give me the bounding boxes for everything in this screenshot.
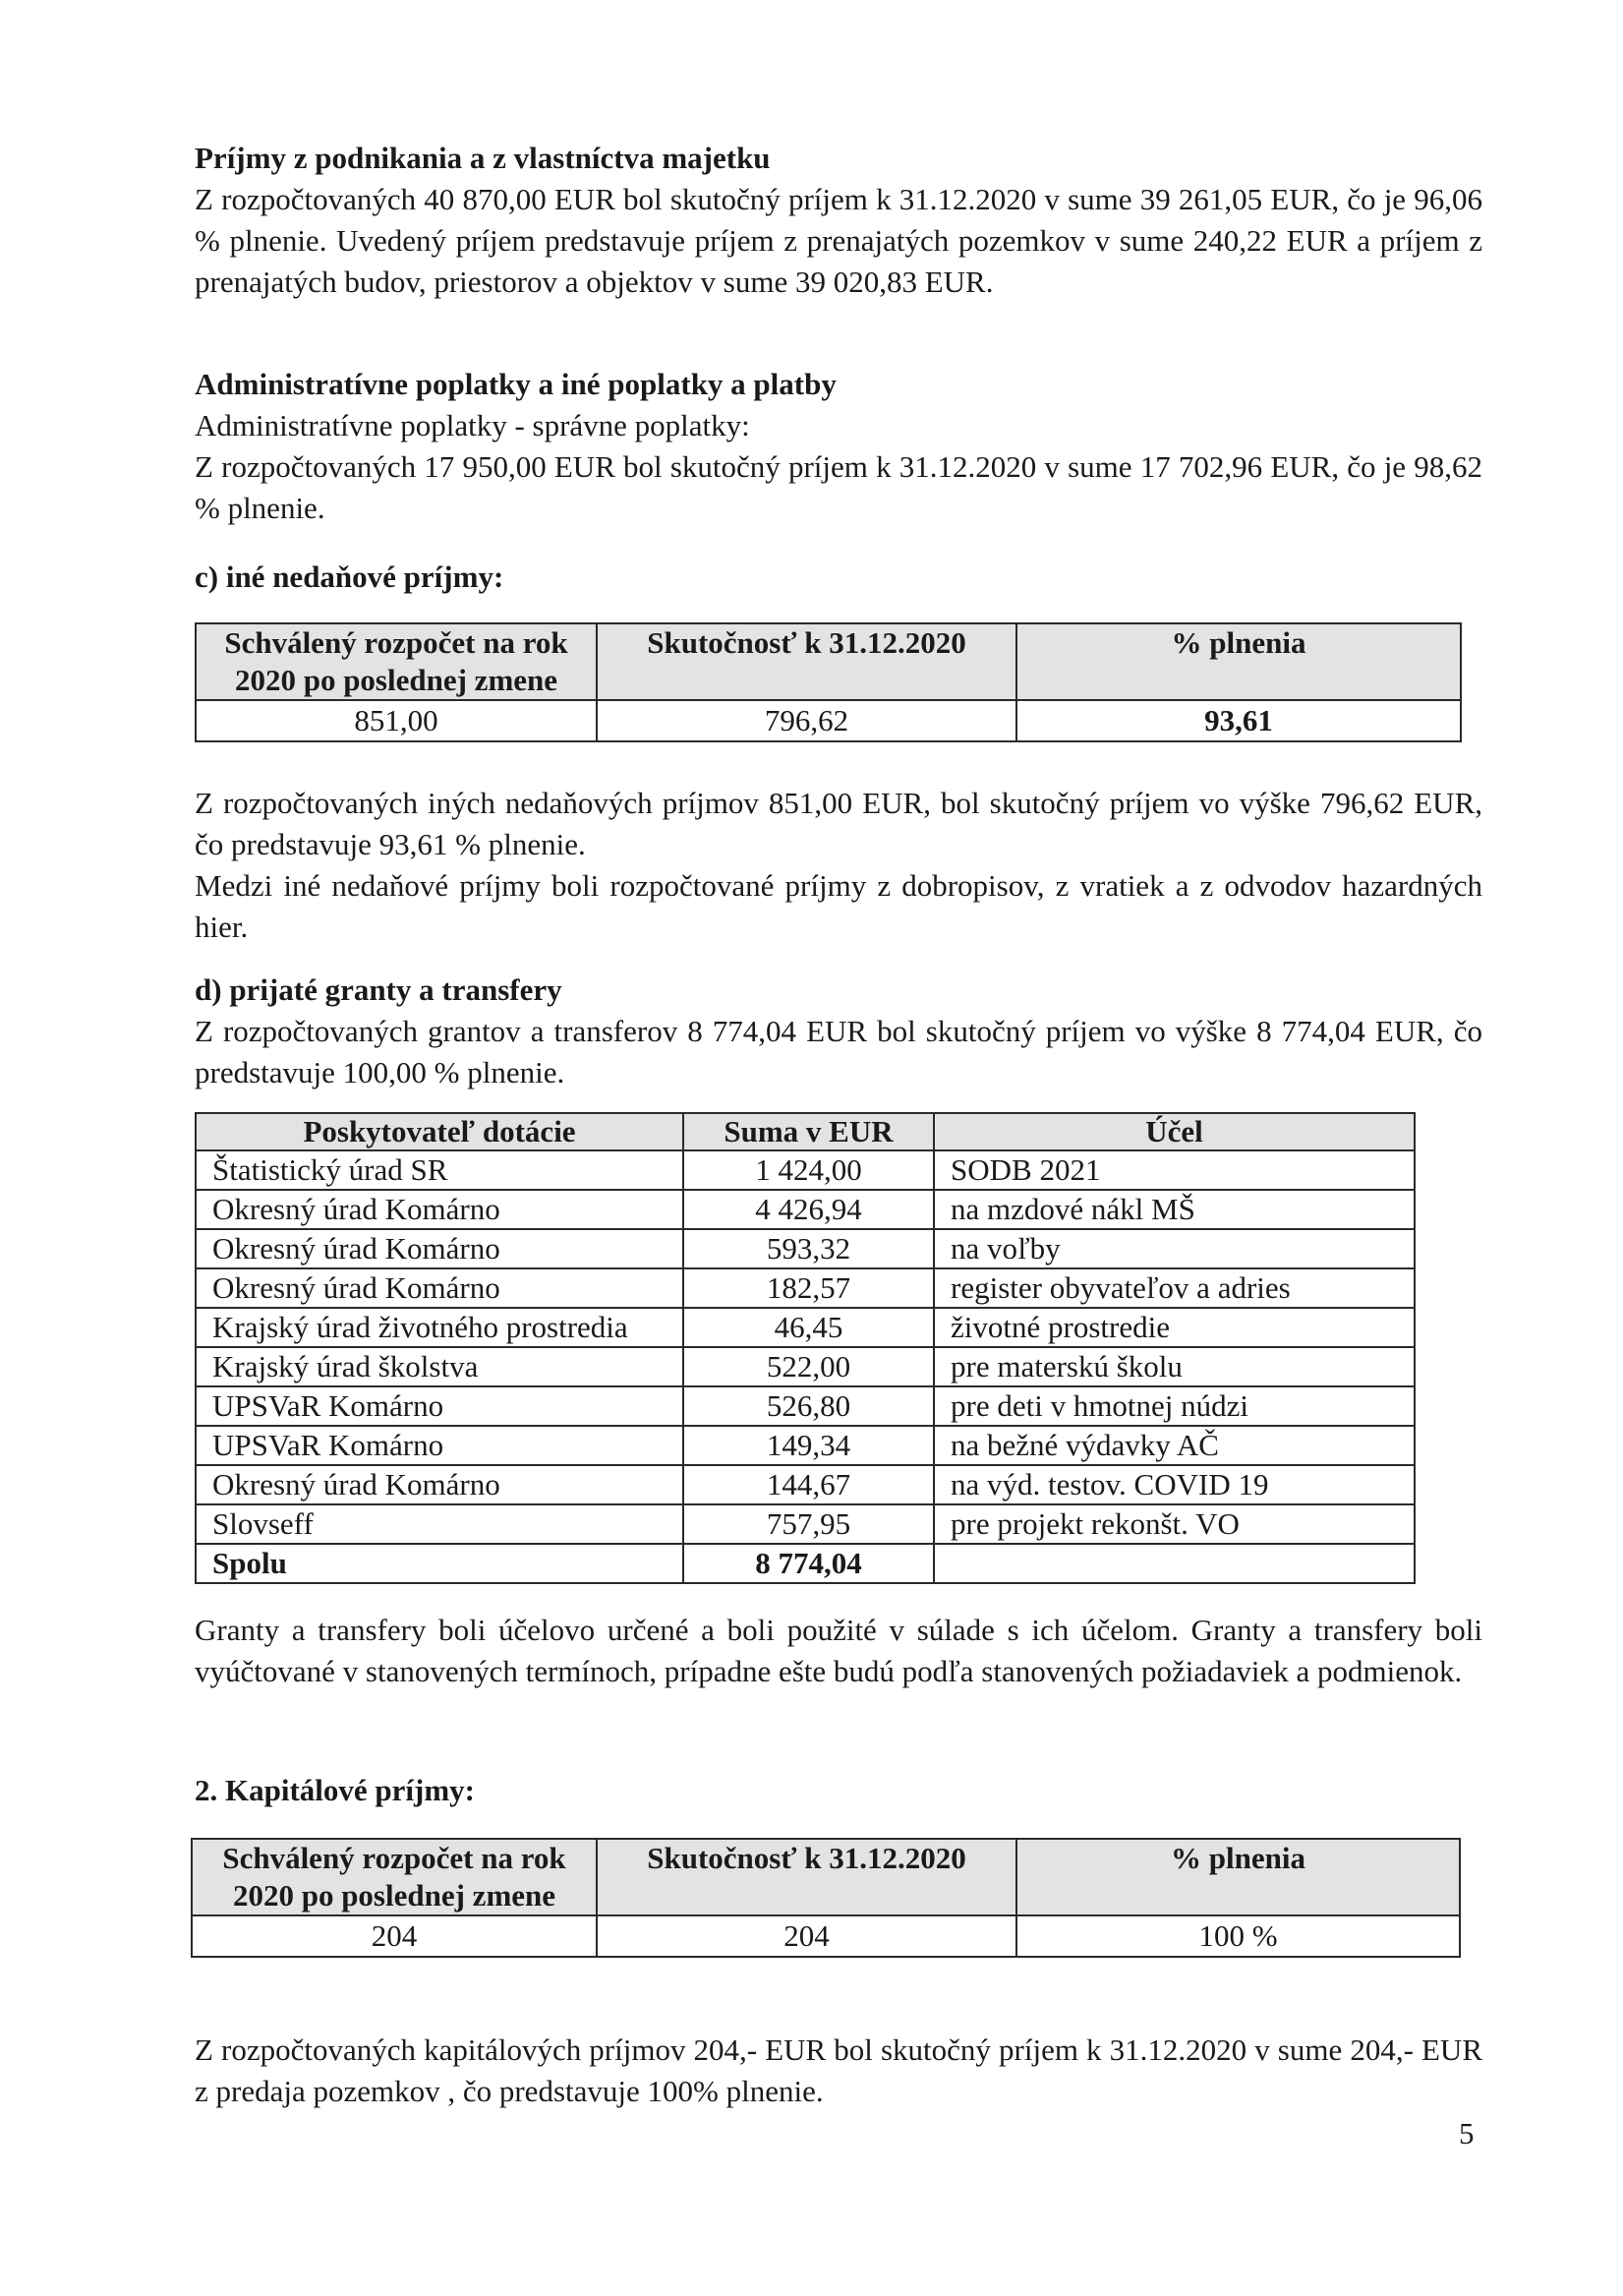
section-c-text bbox=[195, 783, 1482, 948]
cell-provider: UPSVaR Komárno bbox=[196, 1386, 683, 1426]
cell-purpose: register obyvateľov a adries bbox=[934, 1268, 1415, 1308]
section-heading: Administratívne poplatky a iné poplatky a platby bbox=[195, 367, 837, 401]
header-percent: % plnenia bbox=[1016, 623, 1461, 700]
cell-provider: Slovseff bbox=[196, 1504, 683, 1544]
cell-amount: 1 424,00 bbox=[683, 1150, 934, 1190]
cell-purpose: pre materskú školu bbox=[934, 1347, 1415, 1386]
header-actual: Skutočnosť k 31.12.2020 bbox=[597, 1839, 1016, 1915]
table-header-row bbox=[196, 1113, 1415, 1150]
section-podnikanie bbox=[195, 138, 1482, 303]
header-amount: Suma v EUR bbox=[683, 1113, 934, 1150]
table-row bbox=[196, 1347, 1415, 1386]
header-actual: Skutočnosť k 31.12.2020 bbox=[597, 623, 1016, 700]
table-row bbox=[192, 1915, 1460, 1957]
header-purpose: Účel bbox=[934, 1113, 1415, 1150]
cell-actual: 796,62 bbox=[597, 700, 1016, 741]
cell-provider: Krajský úrad životného prostredia bbox=[196, 1308, 683, 1347]
cell-amount: 46,45 bbox=[683, 1308, 934, 1347]
section-2-heading-block bbox=[195, 1770, 1482, 1811]
cell-amount: 526,80 bbox=[683, 1386, 934, 1426]
page-number: 5 bbox=[1459, 2116, 1475, 2150]
summary-table-c bbox=[195, 622, 1462, 742]
cell-purpose: na mzdové nákl MŠ bbox=[934, 1190, 1415, 1229]
cell-purpose: životné prostredie bbox=[934, 1308, 1415, 1347]
cell-actual: 204 bbox=[597, 1915, 1016, 1957]
paragraph: Z rozpočtovaných 17 950,00 EUR bol skutočný príjem k 31.12.2020 v sume 17 702,96 EUR, čo je 98,62 % plnenie. bbox=[195, 449, 1482, 525]
table-header-row bbox=[192, 1839, 1460, 1915]
table-row bbox=[196, 1465, 1415, 1504]
cell-provider: Krajský úrad školstva bbox=[196, 1347, 683, 1386]
table-row bbox=[196, 1426, 1415, 1465]
cell-provider: Okresný úrad Komárno bbox=[196, 1465, 683, 1504]
cell-purpose: na výd. testov. COVID 19 bbox=[934, 1465, 1415, 1504]
section-admin bbox=[195, 364, 1482, 529]
header-budget: Schválený rozpočet na rok 2020 po poslednej zmene bbox=[192, 1839, 597, 1915]
summary-table-capital bbox=[191, 1838, 1461, 1958]
cell-purpose: SODB 2021 bbox=[934, 1150, 1415, 1190]
table-row bbox=[196, 1386, 1415, 1426]
cell-amount: 522,00 bbox=[683, 1347, 934, 1386]
cell-total-value: 8 774,04 bbox=[683, 1544, 934, 1583]
cell-percent: 100 % bbox=[1016, 1915, 1460, 1957]
section-c-heading-block bbox=[195, 557, 1482, 598]
cell-budget: 851,00 bbox=[196, 700, 597, 741]
paragraph: Z rozpočtovaných 40 870,00 EUR bol skutočný príjem k 31.12.2020 v sume 39 261,05 EUR, čo je 96,06 % plnenie. Uvedený príjem predstavuje príjem z prenajatých pozemkov v sume 240,22 EUR a príjem z prenajatých budov, priestorov a objektov v sume 39 020,83 EUR. bbox=[195, 182, 1482, 299]
cell-percent: 93,61 bbox=[1016, 700, 1461, 741]
cell-total-label: Spolu bbox=[196, 1544, 683, 1583]
section-d bbox=[195, 970, 1482, 1093]
cell-budget: 204 bbox=[192, 1915, 597, 1957]
cell-purpose: na voľby bbox=[934, 1229, 1415, 1268]
section-d-text-after bbox=[195, 1610, 1482, 1692]
table-row bbox=[196, 1308, 1415, 1347]
paragraph: Granty a transfery boli účelovo určené a boli použité v súlade s ich účelom. Granty a transfery boli vyúčtované v stanovených termínoch, prípadne ešte budú podľa stanovených požiadaviek a podmienok. bbox=[195, 1613, 1482, 1688]
paragraph: Z rozpočtovaných iných nedaňových príjmov 851,00 EUR, bol skutočný príjem vo výške 796,62 EUR, čo predstavuje 93,61 % plnenie. bbox=[195, 786, 1482, 861]
cell-amount: 593,32 bbox=[683, 1229, 934, 1268]
table-row bbox=[196, 1229, 1415, 1268]
section-heading: c) iné nedaňové príjmy: bbox=[195, 559, 504, 594]
section-heading: d) prijaté granty a transfery bbox=[195, 972, 562, 1007]
grants-table bbox=[195, 1112, 1416, 1584]
cell-provider: Okresný úrad Komárno bbox=[196, 1229, 683, 1268]
table-row bbox=[196, 1190, 1415, 1229]
section-2-text bbox=[195, 2030, 1482, 2112]
cell-provider: Štatistický úrad SR bbox=[196, 1150, 683, 1190]
table-total-row bbox=[196, 1544, 1415, 1583]
cell-amount: 4 426,94 bbox=[683, 1190, 934, 1229]
table-row bbox=[196, 1504, 1415, 1544]
cell-purpose: pre projekt rekonšt. VO bbox=[934, 1504, 1415, 1544]
cell-total-empty bbox=[934, 1544, 1415, 1583]
table-row bbox=[196, 700, 1461, 741]
paragraph: Administratívne poplatky - správne poplatky: bbox=[195, 408, 750, 442]
cell-provider: UPSVaR Komárno bbox=[196, 1426, 683, 1465]
header-percent: % plnenia bbox=[1016, 1839, 1460, 1915]
cell-amount: 144,67 bbox=[683, 1465, 934, 1504]
section-heading: 2. Kapitálové príjmy: bbox=[195, 1773, 475, 1807]
paragraph: Z rozpočtovaných kapitálových príjmov 204,- EUR bol skutočný príjem k 31.12.2020 v sume 204,- EUR z predaja pozemkov , čo predstavuje 100% plnenie. bbox=[195, 2032, 1482, 2108]
section-heading: Príjmy z podnikania a z vlastníctva majetku bbox=[195, 141, 771, 175]
table-header-row bbox=[196, 623, 1461, 700]
cell-purpose: pre deti v hmotnej núdzi bbox=[934, 1386, 1415, 1426]
table-row bbox=[196, 1150, 1415, 1190]
cell-provider: Okresný úrad Komárno bbox=[196, 1268, 683, 1308]
header-provider: Poskytovateľ dotácie bbox=[196, 1113, 683, 1150]
table-row bbox=[196, 1268, 1415, 1308]
cell-provider: Okresný úrad Komárno bbox=[196, 1190, 683, 1229]
cell-purpose: na bežné výdavky AČ bbox=[934, 1426, 1415, 1465]
cell-amount: 757,95 bbox=[683, 1504, 934, 1544]
paragraph: Z rozpočtovaných grantov a transferov 8 774,04 EUR bol skutočný príjem vo výške 8 774,04 EUR, čo predstavuje 100,00 % plnenie. bbox=[195, 1014, 1482, 1089]
paragraph: Medzi iné nedaňové príjmy boli rozpočtované príjmy z dobropisov, z vratiek a z odvodov hazardných hier. bbox=[195, 868, 1482, 944]
header-budget: Schválený rozpočet na rok 2020 po poslednej zmene bbox=[196, 623, 597, 700]
cell-amount: 182,57 bbox=[683, 1268, 934, 1308]
cell-amount: 149,34 bbox=[683, 1426, 934, 1465]
